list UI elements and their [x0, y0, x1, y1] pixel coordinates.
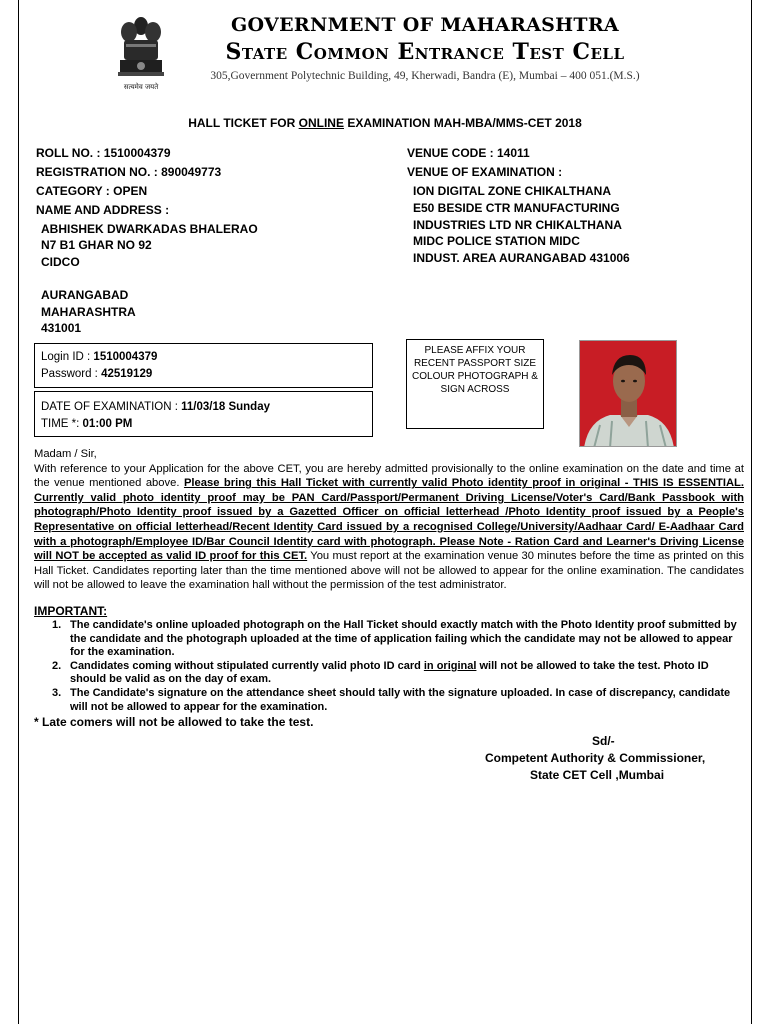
venue-code: VENUE CODE : 14011	[407, 146, 530, 160]
instructions-letter	[34, 447, 744, 593]
exam-time: 01:00 PM	[82, 418, 133, 430]
venue-line: ION DIGITAL ZONE CHIKALTHANA	[413, 184, 611, 198]
registration-number: REGISTRATION NO. : 890049773	[36, 165, 222, 179]
cell-heading: State Common Entrance Test Cell	[225, 39, 625, 65]
list-item: 3. The Candidate's signature on the attendance sheet should tally with the signature uploaded. In case of discrepancy, candidate will not be allowed to appear for the examination.	[52, 686, 731, 713]
list-item: 1. The candidate's online uploaded photograph on the Hall Ticket should exactly match with the Photo Identity proof submitted by the candidate and the photograph uploaded at the time of application failing which the candidate may not be allowed to appear for the examination.	[52, 619, 737, 659]
password-row: Password : 42519129	[41, 368, 153, 380]
name-address-label: NAME AND ADDRESS :	[36, 203, 170, 217]
venue-line: INDUST. AREA AURANGABAD 431006	[413, 251, 630, 265]
roll-number: ROLL NO. : 1510004379	[36, 146, 171, 160]
address-line: MAHARASHTRA	[41, 305, 136, 319]
candidate-photo	[579, 340, 677, 447]
signature-sd: Sd/-	[592, 734, 615, 748]
venue-line: INDUSTRIES LTD NR CHIKALTHANA	[413, 218, 622, 232]
photo-instruction-box: PLEASE AFFIX YOUR RECENT PASSPORT SIZE COLOUR PHOTOGRAPH & SIGN ACROSS	[406, 339, 544, 429]
candidate-name: ABHISHEK DWARKADAS BHALERAO	[41, 222, 258, 236]
signatory-title: Competent Authority & Commissioner,	[485, 751, 706, 765]
emblem-caption: सत्यमेव जयते	[123, 83, 159, 91]
address-line: 431001	[41, 321, 82, 335]
list-item: 2. Candidates coming without stipulated currently valid photo ID card in original will not be allowed to take the test. Photo ID should be valid as on the day of exam.	[52, 659, 709, 686]
hall-ticket-title: HALL TICKET FOR ONLINE EXAMINATION MAH-MBA/MMS-CET 2018	[188, 116, 582, 130]
signatory-office: State CET Cell ,Mumbai	[530, 768, 665, 782]
exam-time-row: TIME *: 01:00 PM	[41, 418, 133, 430]
important-heading: IMPORTANT:	[34, 604, 108, 618]
letter-paragraph: With reference to your Application for the above CET, you are hereby admitted provisionally to the online examination on the date and time at the venue mentioned above. Please bring this Hall Ticket with currently valid Photo identity proof in original - THIS IS ESSENTIAL. Currently valid photo identity proof may be PAN Card/Passport/Permanent Driving License/Voter's Card/Bank Passbook with photograph/Photo Identity proof issued by a Gazetted Officer on official letterhead /Photo Identity proof issued by a People's Representative on official letterhead/Recent Identity Card issued by a recognised College/University/Aadhaar Card/ E-Aadhaar Card with a photograph/Employee ID/Bar Council Identity card with photograph. Please Note - Ration Card and Learner's Driving License will NOT be accepted as valid ID proof for this CET. You must report at the examination venue 30 minutes before the time as printed on this Hall Ticket. Candidates reporting later than the time mentioned above will not be allowed to appear for the online examination. The candidates will not be allowed to leave the examination hall without the permission of the test administrator.	[34, 462, 744, 592]
exam-schedule-box	[34, 391, 373, 437]
venue-line: E50 BESIDE CTR MANUFACTURING	[413, 201, 620, 215]
exam-date-row: DATE OF EXAMINATION : 11/03/18 Sunday	[41, 401, 271, 413]
login-box	[34, 343, 373, 388]
address-line: N7 B1 GHAR NO 92	[41, 238, 152, 252]
venue-label: VENUE OF EXAMINATION :	[407, 165, 563, 179]
state-emblem	[112, 14, 170, 94]
venue-line: MIDC POLICE STATION MIDC	[413, 234, 580, 248]
cell-address: 305,Government Polytechnic Building, 49, Kherwadi, Bandra (E), Mumbai – 400 051.(M.S.)	[210, 70, 640, 82]
government-heading: GOVERNMENT OF MAHARASHTRA	[231, 14, 619, 36]
id-proof-requirement: Please bring this Hall Ticket with currently valid Photo identity proof in original - THIS IS ESSENTIAL. Currently valid photo identity proof may be PAN Card/Passport/Permanent Driving License/Voter's Card/Bank Passbook with photograph/Photo Identity proof issued by a Gazetted Officer on official letterhead /Photo Identity proof issued by a People's Representative on official letterhead/Recent Identity Card issued by a recognised College/University/Aadhaar Card/ E-Aadhaar Card with a photograph/Employee ID/Bar Council Identity card with photograph. Please Note - Ration Card and Learner's Driving License will NOT be accepted as valid ID proof for this CET.	[34, 477, 744, 563]
exam-date: 11/03/18 Sunday	[181, 401, 271, 413]
login-id: 1510004379	[93, 351, 158, 363]
category: CATEGORY : OPEN	[36, 184, 148, 198]
address-line: CIDCO	[41, 255, 80, 269]
important-list	[34, 619, 744, 714]
password: 42519129	[101, 368, 153, 380]
late-comers-note: * Late comers will not be allowed to take the test.	[34, 715, 314, 729]
login-id-row: Login ID : 1510004379	[41, 351, 158, 363]
address-line: AURANGABAD	[41, 288, 129, 302]
salutation: Madam / Sir,	[34, 448, 97, 460]
